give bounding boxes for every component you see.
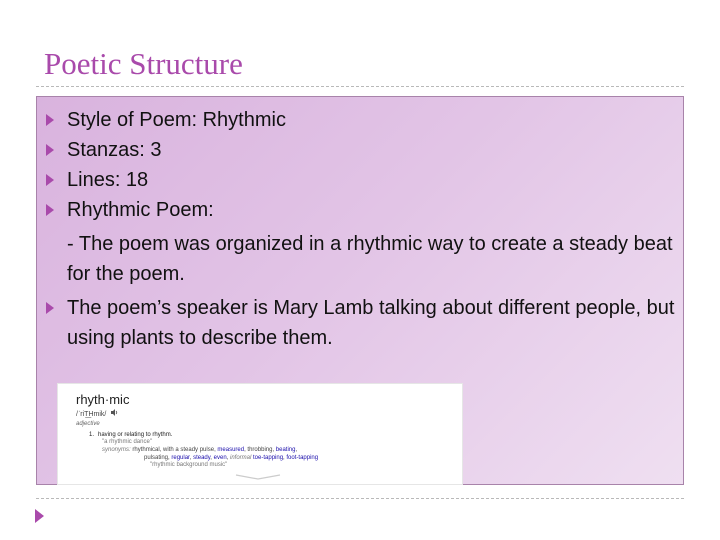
synonym-link-measured[interactable]: measured [217, 447, 245, 453]
bottom-divider [36, 498, 684, 499]
synonym-link-steady[interactable]: steady [193, 455, 211, 461]
bullet-arrow-icon [46, 144, 54, 156]
sub-paragraph: - The poem was organized in a rhythmic way to create a steady beat for the poem. [67, 233, 673, 285]
bullet-item [37, 105, 677, 135]
dictionary-screenshot [57, 383, 463, 485]
bullet-arrow-icon [46, 174, 54, 186]
top-divider [36, 86, 684, 87]
synonym-link-toe-tapping[interactable]: toe-tapping [253, 455, 284, 461]
bullet-item [37, 293, 677, 353]
slide-title: Poetic Structure [44, 46, 243, 81]
bullet-text: Stanzas: 3 [67, 139, 162, 161]
bullet-item [37, 165, 677, 195]
bullet-arrow-icon [46, 204, 54, 216]
pronunciation-text: /ˈriT͟Hmik/ [76, 411, 107, 418]
synonym-link-regular[interactable]: regular [171, 455, 190, 461]
bullet-item [37, 195, 677, 225]
synonym-separator: , [189, 455, 192, 461]
bullet-item [37, 135, 677, 165]
triangle-right-icon [35, 509, 44, 523]
synonym-separator: , [210, 455, 212, 461]
dictionary-headword: rhyth·mic [76, 392, 130, 407]
synonym-link-foot-tapping[interactable]: foot-tapping [286, 455, 319, 461]
content-panel [36, 96, 684, 485]
bullet-list [37, 105, 677, 353]
usage-example: "a rhythmic dance" [102, 439, 152, 445]
bullet-arrow-icon [46, 114, 54, 126]
bullet-text: Lines: 18 [67, 169, 149, 191]
synonym-link-even[interactable]: even [213, 455, 227, 461]
synonyms [102, 446, 432, 462]
sense-number: 1. [89, 432, 95, 438]
synonym-separator: , [226, 455, 229, 461]
synonym-text: , [295, 447, 298, 453]
speaker-icon [111, 409, 119, 416]
bullet-arrow-icon [46, 302, 54, 314]
usage-example: "rhythmic background music" [150, 462, 228, 468]
bullet-text: Rhythmic Poem: [67, 199, 214, 221]
chevron-down-icon[interactable] [234, 474, 282, 480]
synonym-text: , throbbing, [244, 447, 275, 453]
definition: having or relating to rhythm. [98, 432, 173, 438]
synonym-link-beating[interactable]: beating [275, 447, 296, 453]
bullet-text: Style of Poem: Rhythmic [67, 109, 286, 131]
dictionary-pronunciation [76, 409, 119, 418]
bullet-text: The poem’s speaker is Mary Lamb talking about different people, but using plants to describe them. [67, 297, 675, 349]
part-of-speech: adjective [76, 421, 100, 427]
synonyms-label: synonyms: [102, 447, 131, 453]
synonym-separator: , [283, 455, 285, 461]
synonym-text: rhythmical, with a steady pulse, [132, 447, 216, 453]
synonym-text: pulsating, [144, 455, 170, 461]
informal-label: informal [230, 455, 252, 461]
